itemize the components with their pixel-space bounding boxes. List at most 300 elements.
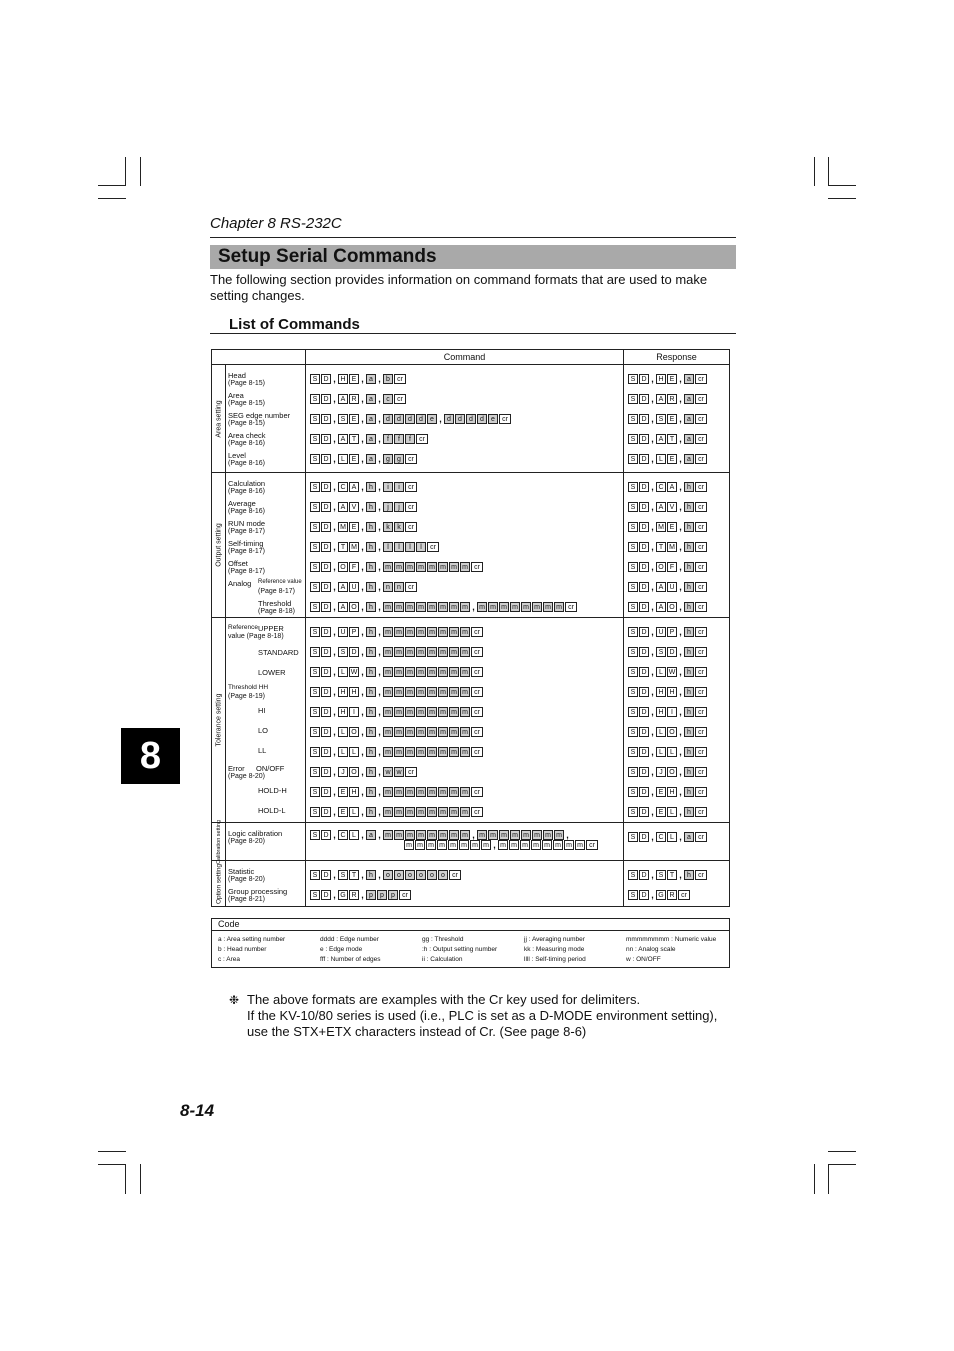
char-box: O xyxy=(338,562,348,572)
commands-area xyxy=(306,365,624,473)
comma-separator: , xyxy=(378,482,381,492)
char-box: m xyxy=(438,830,448,840)
char-box: U xyxy=(656,627,666,637)
cr-box: cr xyxy=(695,542,707,552)
crop-mark xyxy=(828,157,829,186)
char-box: H xyxy=(656,707,666,717)
page-number: 8-14 xyxy=(180,1101,215,1120)
char-box: D xyxy=(639,454,649,464)
char-box: m xyxy=(416,747,426,757)
char-box: m xyxy=(477,602,487,612)
comma-separator: , xyxy=(378,434,381,444)
char-box: W xyxy=(668,669,676,676)
char-box: D xyxy=(639,687,649,697)
char-box: g xyxy=(394,454,404,464)
char-box: T xyxy=(338,542,348,552)
char-box: S xyxy=(628,687,638,697)
char-box: S xyxy=(628,747,638,757)
char-box: S xyxy=(628,667,638,677)
crop-mark xyxy=(98,198,126,199)
char-box: E xyxy=(349,454,359,464)
char-box: U xyxy=(667,582,677,592)
char-box: m xyxy=(460,602,470,612)
char-box: S xyxy=(628,707,638,717)
cr-box: cr xyxy=(695,414,707,424)
char-box: R xyxy=(349,394,359,404)
char-box: D xyxy=(321,502,331,512)
char-box: E xyxy=(656,807,666,817)
commands-calibration xyxy=(306,823,624,861)
labels-area: Head (Page 8-15) Area (Page 8-15) SEG edge number (Page 8-15) Area check (Page 8-16) Level (Page 8-16) xyxy=(226,365,306,473)
char-box: f xyxy=(405,434,415,444)
cr-box: cr xyxy=(427,542,439,552)
char-box: S xyxy=(628,542,638,552)
char-box: S xyxy=(310,707,320,717)
comma-separator: , xyxy=(333,582,336,592)
comma-separator: , xyxy=(651,807,654,817)
char-box: L xyxy=(667,747,677,757)
comma-separator: , xyxy=(361,707,364,717)
header-blank xyxy=(212,350,306,365)
char-box: E xyxy=(349,522,359,532)
group-tolerance: Tolerance setting xyxy=(212,618,226,823)
comma-separator: , xyxy=(361,414,364,424)
char-box: D xyxy=(639,832,649,842)
char-box: S xyxy=(628,434,638,444)
cr-box: cr xyxy=(695,787,707,797)
char-box: m xyxy=(460,667,470,677)
char-box: S xyxy=(310,747,320,757)
comma-separator: , xyxy=(361,434,364,444)
char-box: O xyxy=(349,602,359,612)
char-box: m xyxy=(416,830,426,840)
comma-separator: , xyxy=(651,434,654,444)
char-box: h xyxy=(684,502,694,512)
cr-box: cr xyxy=(695,602,707,612)
char-box: D xyxy=(321,807,331,817)
comma-separator: , xyxy=(378,394,381,404)
char-box: L xyxy=(349,830,359,840)
cr-box: cr xyxy=(586,840,598,850)
char-box: S xyxy=(656,414,666,424)
comma-separator: , xyxy=(333,542,336,552)
char-box: a xyxy=(366,374,376,384)
char-box: C xyxy=(338,830,348,840)
char-box: D xyxy=(639,434,649,444)
char-box: m xyxy=(554,830,564,840)
comma-separator: , xyxy=(333,647,336,657)
char-box: E xyxy=(667,454,677,464)
char-box: U xyxy=(338,627,348,637)
char-box: i xyxy=(394,482,404,492)
char-box: D xyxy=(321,890,331,900)
char-box: E xyxy=(667,522,677,532)
crop-mark xyxy=(828,185,856,186)
commands-tolerance xyxy=(306,618,624,823)
char-box: m xyxy=(427,627,437,637)
cr-box: cr xyxy=(695,454,707,464)
char-box: D xyxy=(321,687,331,697)
comma-separator: , xyxy=(333,374,336,384)
char-box: S xyxy=(310,602,320,612)
char-box: m xyxy=(477,830,487,840)
char-box: o xyxy=(438,870,448,880)
char-box: m xyxy=(554,602,564,612)
comma-separator: , xyxy=(333,787,336,797)
char-box: D xyxy=(349,647,359,657)
char-box: C xyxy=(338,482,348,492)
char-box: S xyxy=(628,832,638,842)
char-box: D xyxy=(639,562,649,572)
group-option: Option setting xyxy=(212,861,226,907)
char-box: h xyxy=(366,870,376,880)
comma-separator: , xyxy=(679,627,682,637)
cr-box: cr xyxy=(471,707,483,717)
char-box: I xyxy=(667,707,677,717)
commands-option xyxy=(306,861,624,907)
char-box: F xyxy=(349,562,359,572)
comma-separator: , xyxy=(439,414,442,424)
char-box: m xyxy=(531,840,541,850)
char-box: h xyxy=(684,602,694,612)
char-box: m xyxy=(449,830,459,840)
comma-separator: , xyxy=(679,870,682,880)
char-box: T xyxy=(349,870,359,880)
cr-box: cr xyxy=(695,562,707,572)
char-box: m xyxy=(438,627,448,637)
char-box: S xyxy=(628,602,638,612)
char-box: H xyxy=(349,787,359,797)
char-box: h xyxy=(366,687,376,697)
char-box: h xyxy=(684,747,694,757)
char-box: a xyxy=(366,434,376,444)
char-box: e xyxy=(427,414,437,424)
char-box: m xyxy=(383,787,393,797)
char-box: D xyxy=(321,647,331,657)
comma-separator: , xyxy=(333,502,336,512)
cr-box: cr xyxy=(695,394,707,404)
char-box: E xyxy=(656,787,666,797)
char-box: I xyxy=(349,707,359,717)
cr-box: cr xyxy=(695,482,707,492)
char-box: O xyxy=(656,562,666,572)
char-box: H xyxy=(667,687,677,697)
char-box: m xyxy=(553,840,563,850)
char-box: E xyxy=(349,414,359,424)
note-icon: ❉ xyxy=(229,993,240,1007)
char-box: m xyxy=(481,840,491,850)
char-box: m xyxy=(416,667,426,677)
col-header-command: Command xyxy=(306,350,624,365)
char-box: D xyxy=(639,747,649,757)
char-box: m xyxy=(543,602,553,612)
chapter-heading: Chapter 8 RS-232C xyxy=(210,215,342,232)
char-box: S xyxy=(628,627,638,637)
char-box: S xyxy=(628,414,638,424)
char-box: f xyxy=(383,434,393,444)
char-box: O xyxy=(349,727,359,737)
char-box: m xyxy=(509,840,519,850)
char-box: H xyxy=(667,787,677,797)
char-box: m xyxy=(427,787,437,797)
char-box: h xyxy=(366,627,376,637)
char-box: E xyxy=(667,374,677,384)
char-box: D xyxy=(321,434,331,444)
group-output: Output setting xyxy=(212,473,226,618)
char-box: h xyxy=(684,707,694,717)
char-box: D xyxy=(321,482,331,492)
char-box: L xyxy=(349,807,359,817)
cr-box: cr xyxy=(695,870,707,880)
char-box: S xyxy=(628,454,638,464)
char-box: m xyxy=(394,687,404,697)
char-box: h xyxy=(366,707,376,717)
comma-separator: , xyxy=(679,414,682,424)
char-box: A xyxy=(338,582,348,592)
code-column: mmmmmmmm : Numeric value nn : Analog scale w : ON/OFF xyxy=(626,936,717,963)
char-box: h xyxy=(684,870,694,880)
char-box: S xyxy=(310,890,320,900)
crop-mark xyxy=(828,1151,856,1152)
char-box: h xyxy=(366,582,376,592)
char-box: m xyxy=(404,840,414,850)
cr-box: cr xyxy=(471,562,483,572)
char-box: m xyxy=(460,830,470,840)
char-box: g xyxy=(383,454,393,464)
char-box: A xyxy=(338,434,348,444)
char-box: m xyxy=(564,840,574,850)
char-box: T xyxy=(667,434,677,444)
char-box: D xyxy=(639,647,649,657)
char-box: m xyxy=(438,667,448,677)
char-box: h xyxy=(366,502,376,512)
char-box: d xyxy=(416,414,426,424)
char-box: m xyxy=(427,830,437,840)
cr-box: cr xyxy=(405,502,417,512)
char-box: L xyxy=(656,747,666,757)
comma-separator: , xyxy=(333,394,336,404)
char-box: m xyxy=(383,647,393,657)
char-box: m xyxy=(532,602,542,612)
char-box: h xyxy=(366,522,376,532)
char-box: m xyxy=(394,667,404,677)
char-box: S xyxy=(310,414,320,424)
char-box: D xyxy=(321,394,331,404)
crop-mark xyxy=(828,1164,856,1165)
comma-separator: , xyxy=(378,414,381,424)
char-box: m xyxy=(460,687,470,697)
char-box: m xyxy=(383,830,393,840)
char-box: P xyxy=(349,627,359,637)
char-box: D xyxy=(639,707,649,717)
char-box: c xyxy=(383,394,393,404)
comma-separator: , xyxy=(651,687,654,697)
char-box: m xyxy=(438,787,448,797)
crop-mark xyxy=(814,157,815,186)
char-box: S xyxy=(628,582,638,592)
char-box: d xyxy=(455,414,465,424)
char-box: a xyxy=(366,414,376,424)
comma-separator: , xyxy=(679,502,682,512)
char-box: T xyxy=(667,870,677,880)
char-box: H xyxy=(338,687,348,697)
comma-separator: , xyxy=(378,707,381,717)
char-box: h xyxy=(366,667,376,677)
char-box: J xyxy=(338,767,348,777)
char-box: V xyxy=(349,502,359,512)
cr-box: cr xyxy=(695,807,707,817)
char-box: m xyxy=(405,807,415,817)
comma-separator: , xyxy=(566,830,569,840)
comma-separator: , xyxy=(361,807,364,817)
cr-box: cr xyxy=(471,787,483,797)
comma-separator: , xyxy=(333,727,336,737)
char-box: D xyxy=(639,482,649,492)
char-box: S xyxy=(628,767,638,777)
divider xyxy=(210,237,736,238)
char-box: W xyxy=(350,669,358,676)
char-box: H xyxy=(349,687,359,697)
char-box: O xyxy=(667,767,677,777)
char-box: j xyxy=(383,502,393,512)
char-box: d xyxy=(477,414,487,424)
comma-separator: , xyxy=(679,434,682,444)
comma-separator: , xyxy=(378,454,381,464)
comma-separator: , xyxy=(333,870,336,880)
crop-mark xyxy=(814,1164,815,1194)
code-column: gg : Threshold :h : Output setting number ii : Calculation xyxy=(422,936,498,963)
char-box: L xyxy=(656,667,666,677)
char-box: O xyxy=(667,727,677,737)
char-box: D xyxy=(639,502,649,512)
char-box: m xyxy=(427,687,437,697)
char-box: C xyxy=(656,832,666,842)
comma-separator: , xyxy=(679,602,682,612)
char-box: S xyxy=(628,727,638,737)
char-box: d xyxy=(405,414,415,424)
group-area: Area setting xyxy=(212,365,226,473)
char-box: S xyxy=(628,482,638,492)
comma-separator: , xyxy=(651,747,654,757)
command-table xyxy=(211,349,730,907)
char-box: S xyxy=(310,502,320,512)
crop-mark xyxy=(140,157,141,186)
char-box: D xyxy=(639,582,649,592)
comma-separator: , xyxy=(333,522,336,532)
char-box: m xyxy=(499,602,509,612)
char-box: k xyxy=(394,522,404,532)
char-box: L xyxy=(667,832,677,842)
comma-separator: , xyxy=(378,787,381,797)
char-box: m xyxy=(460,647,470,657)
comma-separator: , xyxy=(679,582,682,592)
char-box: m xyxy=(520,840,530,850)
comma-separator: , xyxy=(651,414,654,424)
comma-separator: , xyxy=(651,374,654,384)
responses-output xyxy=(624,473,730,618)
char-box: m xyxy=(438,562,448,572)
comma-separator: , xyxy=(333,767,336,777)
char-box: h xyxy=(684,727,694,737)
char-box: A xyxy=(338,602,348,612)
code-legend-title: Code xyxy=(212,919,729,931)
char-box: m xyxy=(449,747,459,757)
char-box: m xyxy=(405,830,415,840)
char-box: D xyxy=(639,414,649,424)
char-box: m xyxy=(460,562,470,572)
comma-separator: , xyxy=(361,374,364,384)
comma-separator: , xyxy=(361,582,364,592)
char-box: h xyxy=(366,562,376,572)
comma-separator: , xyxy=(378,747,381,757)
char-box: m xyxy=(427,647,437,657)
crop-mark xyxy=(828,1164,829,1194)
char-box: A xyxy=(338,394,348,404)
char-box: m xyxy=(438,707,448,717)
char-box: H xyxy=(338,707,348,717)
char-box: l xyxy=(405,542,415,552)
char-box: L xyxy=(338,454,348,464)
comma-separator: , xyxy=(361,787,364,797)
char-box: S xyxy=(628,787,638,797)
char-box: S xyxy=(310,434,320,444)
char-box: S xyxy=(628,890,638,900)
comma-separator: , xyxy=(361,394,364,404)
cr-box: cr xyxy=(394,374,406,384)
char-box: m xyxy=(438,687,448,697)
labels-output: Calculation (Page 8-16) Average (Page 8-16) RUN mode (Page 8-17) Self-timing (Page 8-17) Offset (Page 8-17) Analog Reference value (Page 8-17) Threshold (Page 8-18) xyxy=(226,473,306,618)
char-box: m xyxy=(394,627,404,637)
char-box: m xyxy=(437,840,447,850)
cr-box: cr xyxy=(695,647,707,657)
char-box: S xyxy=(628,394,638,404)
char-box: h xyxy=(366,482,376,492)
comma-separator: , xyxy=(378,870,381,880)
char-box: S xyxy=(310,542,320,552)
char-box: m xyxy=(460,807,470,817)
cr-box: cr xyxy=(565,602,577,612)
divider xyxy=(210,333,736,334)
char-box: D xyxy=(321,727,331,737)
char-box: m xyxy=(383,807,393,817)
comma-separator: , xyxy=(361,890,364,900)
char-box: C xyxy=(656,482,666,492)
cr-box: cr xyxy=(695,747,707,757)
char-box: S xyxy=(656,870,666,880)
char-box: S xyxy=(310,727,320,737)
char-box: L xyxy=(338,667,348,677)
comma-separator: , xyxy=(333,707,336,717)
char-box: m xyxy=(510,830,520,840)
char-box: h xyxy=(684,627,694,637)
char-box: A xyxy=(667,482,677,492)
comma-separator: , xyxy=(361,747,364,757)
char-box: E xyxy=(349,374,359,384)
comma-separator: , xyxy=(651,542,654,552)
comma-separator: , xyxy=(651,727,654,737)
char-box: L xyxy=(667,807,677,817)
char-box: m xyxy=(449,562,459,572)
col-header-response: Response xyxy=(624,350,730,365)
comma-separator: , xyxy=(333,830,336,840)
char-box: D xyxy=(639,627,649,637)
comma-separator: , xyxy=(378,562,381,572)
comma-separator: , xyxy=(679,707,682,717)
comma-separator: , xyxy=(378,374,381,384)
char-box: m xyxy=(416,647,426,657)
responses-area xyxy=(624,365,730,473)
char-box: o xyxy=(383,870,393,880)
